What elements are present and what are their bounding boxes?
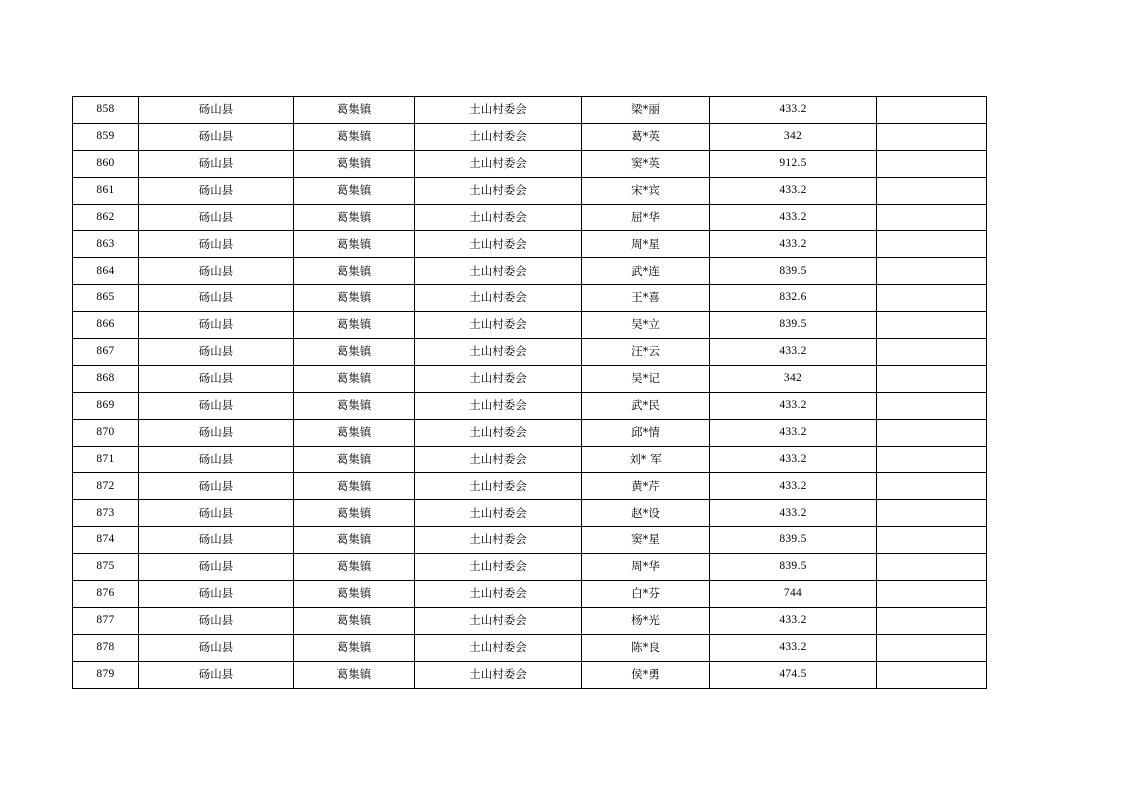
county-cell: 砀山县 [139, 177, 294, 204]
village-committee-cell: 土山村委会 [415, 204, 582, 231]
table-row [73, 661, 987, 688]
serial-number-cell: 874 [73, 527, 139, 554]
village-committee-cell: 土山村委会 [415, 365, 582, 392]
remark-cell [877, 123, 987, 150]
person-name-cell: 刘* 军 [582, 446, 710, 473]
village-committee-cell: 土山村委会 [415, 231, 582, 258]
village-committee-cell: 土山村委会 [415, 554, 582, 581]
remark-cell [877, 527, 987, 554]
county-cell: 砀山县 [139, 285, 294, 312]
person-name-cell: 邱*情 [582, 419, 710, 446]
county-cell: 砀山县 [139, 123, 294, 150]
amount-cell: 433.2 [710, 177, 877, 204]
table-row [73, 97, 987, 124]
serial-number-cell: 878 [73, 634, 139, 661]
amount-cell: 912.5 [710, 150, 877, 177]
serial-number-cell: 859 [73, 123, 139, 150]
town-cell: 葛集镇 [294, 661, 415, 688]
serial-number-cell: 876 [73, 581, 139, 608]
remark-cell [877, 661, 987, 688]
village-committee-cell: 土山村委会 [415, 97, 582, 124]
county-cell: 砀山县 [139, 204, 294, 231]
table-row [73, 177, 987, 204]
person-name-cell: 吴*记 [582, 365, 710, 392]
remark-cell [877, 365, 987, 392]
county-cell: 砀山县 [139, 97, 294, 124]
remark-cell [877, 500, 987, 527]
town-cell: 葛集镇 [294, 473, 415, 500]
town-cell: 葛集镇 [294, 150, 415, 177]
serial-number-cell: 862 [73, 204, 139, 231]
remark-cell [877, 177, 987, 204]
town-cell: 葛集镇 [294, 123, 415, 150]
amount-cell: 342 [710, 365, 877, 392]
amount-cell: 433.2 [710, 634, 877, 661]
serial-number-cell: 873 [73, 500, 139, 527]
person-name-cell: 王*喜 [582, 285, 710, 312]
amount-cell: 474.5 [710, 661, 877, 688]
county-cell: 砀山县 [139, 634, 294, 661]
remark-cell [877, 446, 987, 473]
person-name-cell: 武*连 [582, 258, 710, 285]
serial-number-cell: 866 [73, 312, 139, 339]
village-committee-cell: 土山村委会 [415, 661, 582, 688]
county-cell: 砀山县 [139, 554, 294, 581]
county-cell: 砀山县 [139, 581, 294, 608]
remark-cell [877, 150, 987, 177]
person-name-cell: 赵*设 [582, 500, 710, 527]
person-name-cell: 葛*英 [582, 123, 710, 150]
amount-cell: 433.2 [710, 419, 877, 446]
serial-number-cell: 872 [73, 473, 139, 500]
county-cell: 砀山县 [139, 473, 294, 500]
person-name-cell: 周*华 [582, 554, 710, 581]
remark-cell [877, 285, 987, 312]
amount-cell: 433.2 [710, 392, 877, 419]
amount-cell: 433.2 [710, 473, 877, 500]
village-committee-cell: 土山村委会 [415, 527, 582, 554]
village-committee-cell: 土山村委会 [415, 150, 582, 177]
table-row [73, 527, 987, 554]
amount-cell: 744 [710, 581, 877, 608]
town-cell: 葛集镇 [294, 258, 415, 285]
table-row [73, 581, 987, 608]
serial-number-cell: 863 [73, 231, 139, 258]
person-name-cell: 陈*良 [582, 634, 710, 661]
person-name-cell: 宋*宾 [582, 177, 710, 204]
village-committee-cell: 土山村委会 [415, 312, 582, 339]
serial-number-cell: 879 [73, 661, 139, 688]
county-cell: 砀山县 [139, 365, 294, 392]
table-row [73, 285, 987, 312]
person-name-cell: 吴*立 [582, 312, 710, 339]
table-row [73, 339, 987, 366]
amount-cell: 832.6 [710, 285, 877, 312]
remark-cell [877, 204, 987, 231]
amount-cell: 433.2 [710, 97, 877, 124]
person-name-cell: 杨*光 [582, 607, 710, 634]
serial-number-cell: 877 [73, 607, 139, 634]
town-cell: 葛集镇 [294, 177, 415, 204]
person-name-cell: 梁*丽 [582, 97, 710, 124]
table-row [73, 123, 987, 150]
table-row [73, 419, 987, 446]
remark-cell [877, 419, 987, 446]
village-committee-cell: 土山村委会 [415, 177, 582, 204]
town-cell: 葛集镇 [294, 312, 415, 339]
county-cell: 砀山县 [139, 446, 294, 473]
county-cell: 砀山县 [139, 231, 294, 258]
person-name-cell: 窦*星 [582, 527, 710, 554]
county-cell: 砀山县 [139, 258, 294, 285]
town-cell: 葛集镇 [294, 285, 415, 312]
amount-cell: 839.5 [710, 312, 877, 339]
town-cell: 葛集镇 [294, 339, 415, 366]
town-cell: 葛集镇 [294, 204, 415, 231]
town-cell: 葛集镇 [294, 634, 415, 661]
remark-cell [877, 97, 987, 124]
village-committee-cell: 土山村委会 [415, 258, 582, 285]
serial-number-cell: 860 [73, 150, 139, 177]
serial-number-cell: 864 [73, 258, 139, 285]
village-committee-cell: 土山村委会 [415, 607, 582, 634]
county-cell: 砀山县 [139, 500, 294, 527]
table-row [73, 392, 987, 419]
table-body [73, 97, 987, 689]
person-name-cell: 周*星 [582, 231, 710, 258]
county-cell: 砀山县 [139, 661, 294, 688]
amount-cell: 839.5 [710, 258, 877, 285]
person-name-cell: 黄*芹 [582, 473, 710, 500]
remark-cell [877, 231, 987, 258]
table-row [73, 634, 987, 661]
village-committee-cell: 土山村委会 [415, 123, 582, 150]
county-cell: 砀山县 [139, 392, 294, 419]
amount-cell: 342 [710, 123, 877, 150]
table-row [73, 473, 987, 500]
person-name-cell: 白*芬 [582, 581, 710, 608]
amount-cell: 839.5 [710, 527, 877, 554]
serial-number-cell: 861 [73, 177, 139, 204]
village-committee-cell: 土山村委会 [415, 392, 582, 419]
serial-number-cell: 870 [73, 419, 139, 446]
village-committee-cell: 土山村委会 [415, 581, 582, 608]
amount-cell: 433.2 [710, 500, 877, 527]
town-cell: 葛集镇 [294, 607, 415, 634]
table-row [73, 258, 987, 285]
table-row [73, 446, 987, 473]
amount-cell: 433.2 [710, 339, 877, 366]
remark-cell [877, 554, 987, 581]
county-cell: 砀山县 [139, 312, 294, 339]
remark-cell [877, 607, 987, 634]
amount-cell: 433.2 [710, 204, 877, 231]
table-row [73, 312, 987, 339]
person-name-cell: 武*民 [582, 392, 710, 419]
county-cell: 砀山县 [139, 339, 294, 366]
amount-cell: 839.5 [710, 554, 877, 581]
village-committee-cell: 土山村委会 [415, 285, 582, 312]
county-cell: 砀山县 [139, 527, 294, 554]
town-cell: 葛集镇 [294, 446, 415, 473]
serial-number-cell: 858 [73, 97, 139, 124]
town-cell: 葛集镇 [294, 500, 415, 527]
town-cell: 葛集镇 [294, 419, 415, 446]
table-row [73, 150, 987, 177]
county-cell: 砀山县 [139, 150, 294, 177]
remark-cell [877, 581, 987, 608]
person-name-cell: 汪*云 [582, 339, 710, 366]
village-committee-cell: 土山村委会 [415, 446, 582, 473]
remark-cell [877, 634, 987, 661]
remark-cell [877, 473, 987, 500]
table-row [73, 500, 987, 527]
serial-number-cell: 869 [73, 392, 139, 419]
serial-number-cell: 875 [73, 554, 139, 581]
remark-cell [877, 392, 987, 419]
serial-number-cell: 868 [73, 365, 139, 392]
county-cell: 砀山县 [139, 419, 294, 446]
amount-cell: 433.2 [710, 446, 877, 473]
table-row [73, 365, 987, 392]
village-committee-cell: 土山村委会 [415, 500, 582, 527]
serial-number-cell: 871 [73, 446, 139, 473]
town-cell: 葛集镇 [294, 365, 415, 392]
village-committee-cell: 土山村委会 [415, 473, 582, 500]
table-row [73, 607, 987, 634]
remark-cell [877, 312, 987, 339]
town-cell: 葛集镇 [294, 231, 415, 258]
town-cell: 葛集镇 [294, 392, 415, 419]
table-row [73, 204, 987, 231]
person-name-cell: 屈*华 [582, 204, 710, 231]
remark-cell [877, 258, 987, 285]
village-committee-cell: 土山村委会 [415, 634, 582, 661]
town-cell: 葛集镇 [294, 554, 415, 581]
town-cell: 葛集镇 [294, 581, 415, 608]
county-cell: 砀山县 [139, 607, 294, 634]
serial-number-cell: 865 [73, 285, 139, 312]
table-row [73, 231, 987, 258]
remark-cell [877, 339, 987, 366]
person-name-cell: 侯*勇 [582, 661, 710, 688]
subsidy-register-table [72, 96, 987, 689]
amount-cell: 433.2 [710, 231, 877, 258]
serial-number-cell: 867 [73, 339, 139, 366]
person-name-cell: 窦*英 [582, 150, 710, 177]
village-committee-cell: 土山村委会 [415, 339, 582, 366]
amount-cell: 433.2 [710, 607, 877, 634]
table-row [73, 554, 987, 581]
town-cell: 葛集镇 [294, 97, 415, 124]
town-cell: 葛集镇 [294, 527, 415, 554]
village-committee-cell: 土山村委会 [415, 419, 582, 446]
